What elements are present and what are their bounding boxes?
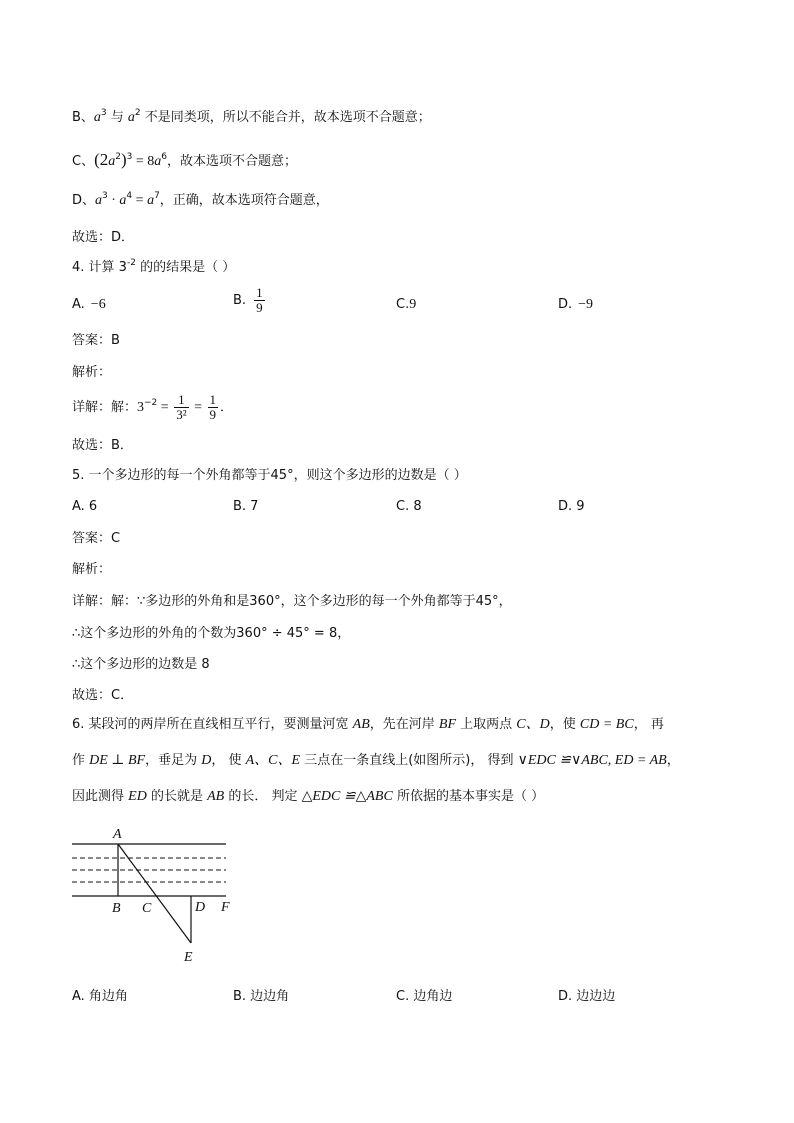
q5-detail-line-2: ∴这个多边形的外角的个数为360° ÷ 45° = 8， (72, 626, 351, 641)
q5-option-d: D. 9 (558, 499, 585, 514)
q6-option-a: A. 角边角 (72, 989, 128, 1004)
q6-stem-line-3: 因此测得 ED 的长就是 AB 的长． 判定 △EDC ≌△ABC 所依据的基本事实是（ ） (72, 789, 545, 804)
prev-option-c: C、$(2a^2)^3 = 8a^6$，故本选项不合题意； (72, 150, 298, 169)
label-f: F (221, 900, 230, 915)
q4-option-b: B. $\frac{1}{9}$ (233, 285, 263, 315)
segment-ae (118, 844, 191, 943)
q4-detail: 详解：解：$3^{-2}$ = $\frac{1}{\text{3²}}$ = $\frac{1}{9}$ ． (72, 392, 234, 422)
label-e: E (184, 950, 193, 965)
q5-analysis: 解析： (72, 562, 112, 577)
q6-stem-line-1: 6. 某段河的两岸所在直线相互平行，要测量河宽 AB，先在河岸 BF 上取两点 C、D，使 CD = BC， 再 (72, 717, 664, 732)
q5-option-b: B. 7 (233, 499, 259, 514)
prev-selection: 故选：D． (72, 230, 135, 245)
q4-detail-fraction-2: $\frac{1}{9}$ (209, 392, 217, 422)
q6-option-b: B. 边边角 (233, 989, 290, 1004)
q5-detail-line-1: 详解：解：∵多边形的外角和是360°，这个多边形的每一个外角都等于45°， (72, 594, 512, 609)
q4-option-a: A. −6 (72, 297, 106, 312)
q5-option-a: A. 6 (72, 499, 98, 514)
q4-detail-fraction-1: $\frac{1}{\text{3²}}$ (176, 392, 187, 422)
q5-detail-line-3: ∴这个多边形的边数是 8 (72, 657, 210, 672)
prev-option-d: D、$a^3 \cdot a^4 = a^7$，正确，故本选项符合题意， (72, 191, 329, 208)
label-d: D (195, 900, 206, 915)
q4-option-c: C.9 (396, 297, 417, 312)
q5-option-c: C. 8 (396, 499, 422, 514)
q6-option-c: C. 边角边 (396, 989, 453, 1004)
q6-stem-line-2: 作 DE ⊥ BF，垂足为 D， 使 A、C、E 三点在一条直线上(如图所示)， 得到 ∨EDC ≌∨ABC, ED = AB， (72, 753, 680, 768)
label-a: A (113, 827, 122, 842)
q6-river-figure (60, 820, 240, 970)
q4-option-b-fraction: $\frac{1}{9}$ (256, 285, 263, 315)
q5-selection: 故选：C． (72, 688, 134, 703)
prev-option-b: B、$a^3$ 与 $a^2$ 不是同类项，所以不能合并，故本选项不合题意； (72, 108, 431, 125)
q4-analysis: 解析： (72, 365, 112, 380)
q5-answer: 答案：C (72, 531, 121, 546)
q4-option-d: D. −9 (558, 297, 594, 312)
q4-selection: 故选：B． (72, 438, 133, 453)
label-b: B (112, 901, 121, 916)
label-c: C (142, 901, 152, 916)
q6-option-d: D. 边边边 (558, 989, 616, 1004)
q4-answer: 答案：B (72, 333, 120, 348)
q4-stem: 4. 计算 $3^{-2}$ 的的结果是（ ） (72, 258, 236, 275)
q5-stem: 5. 一个多边形的每一个外角都等于45°，则这个多边形的边数是（ ） (72, 468, 467, 483)
